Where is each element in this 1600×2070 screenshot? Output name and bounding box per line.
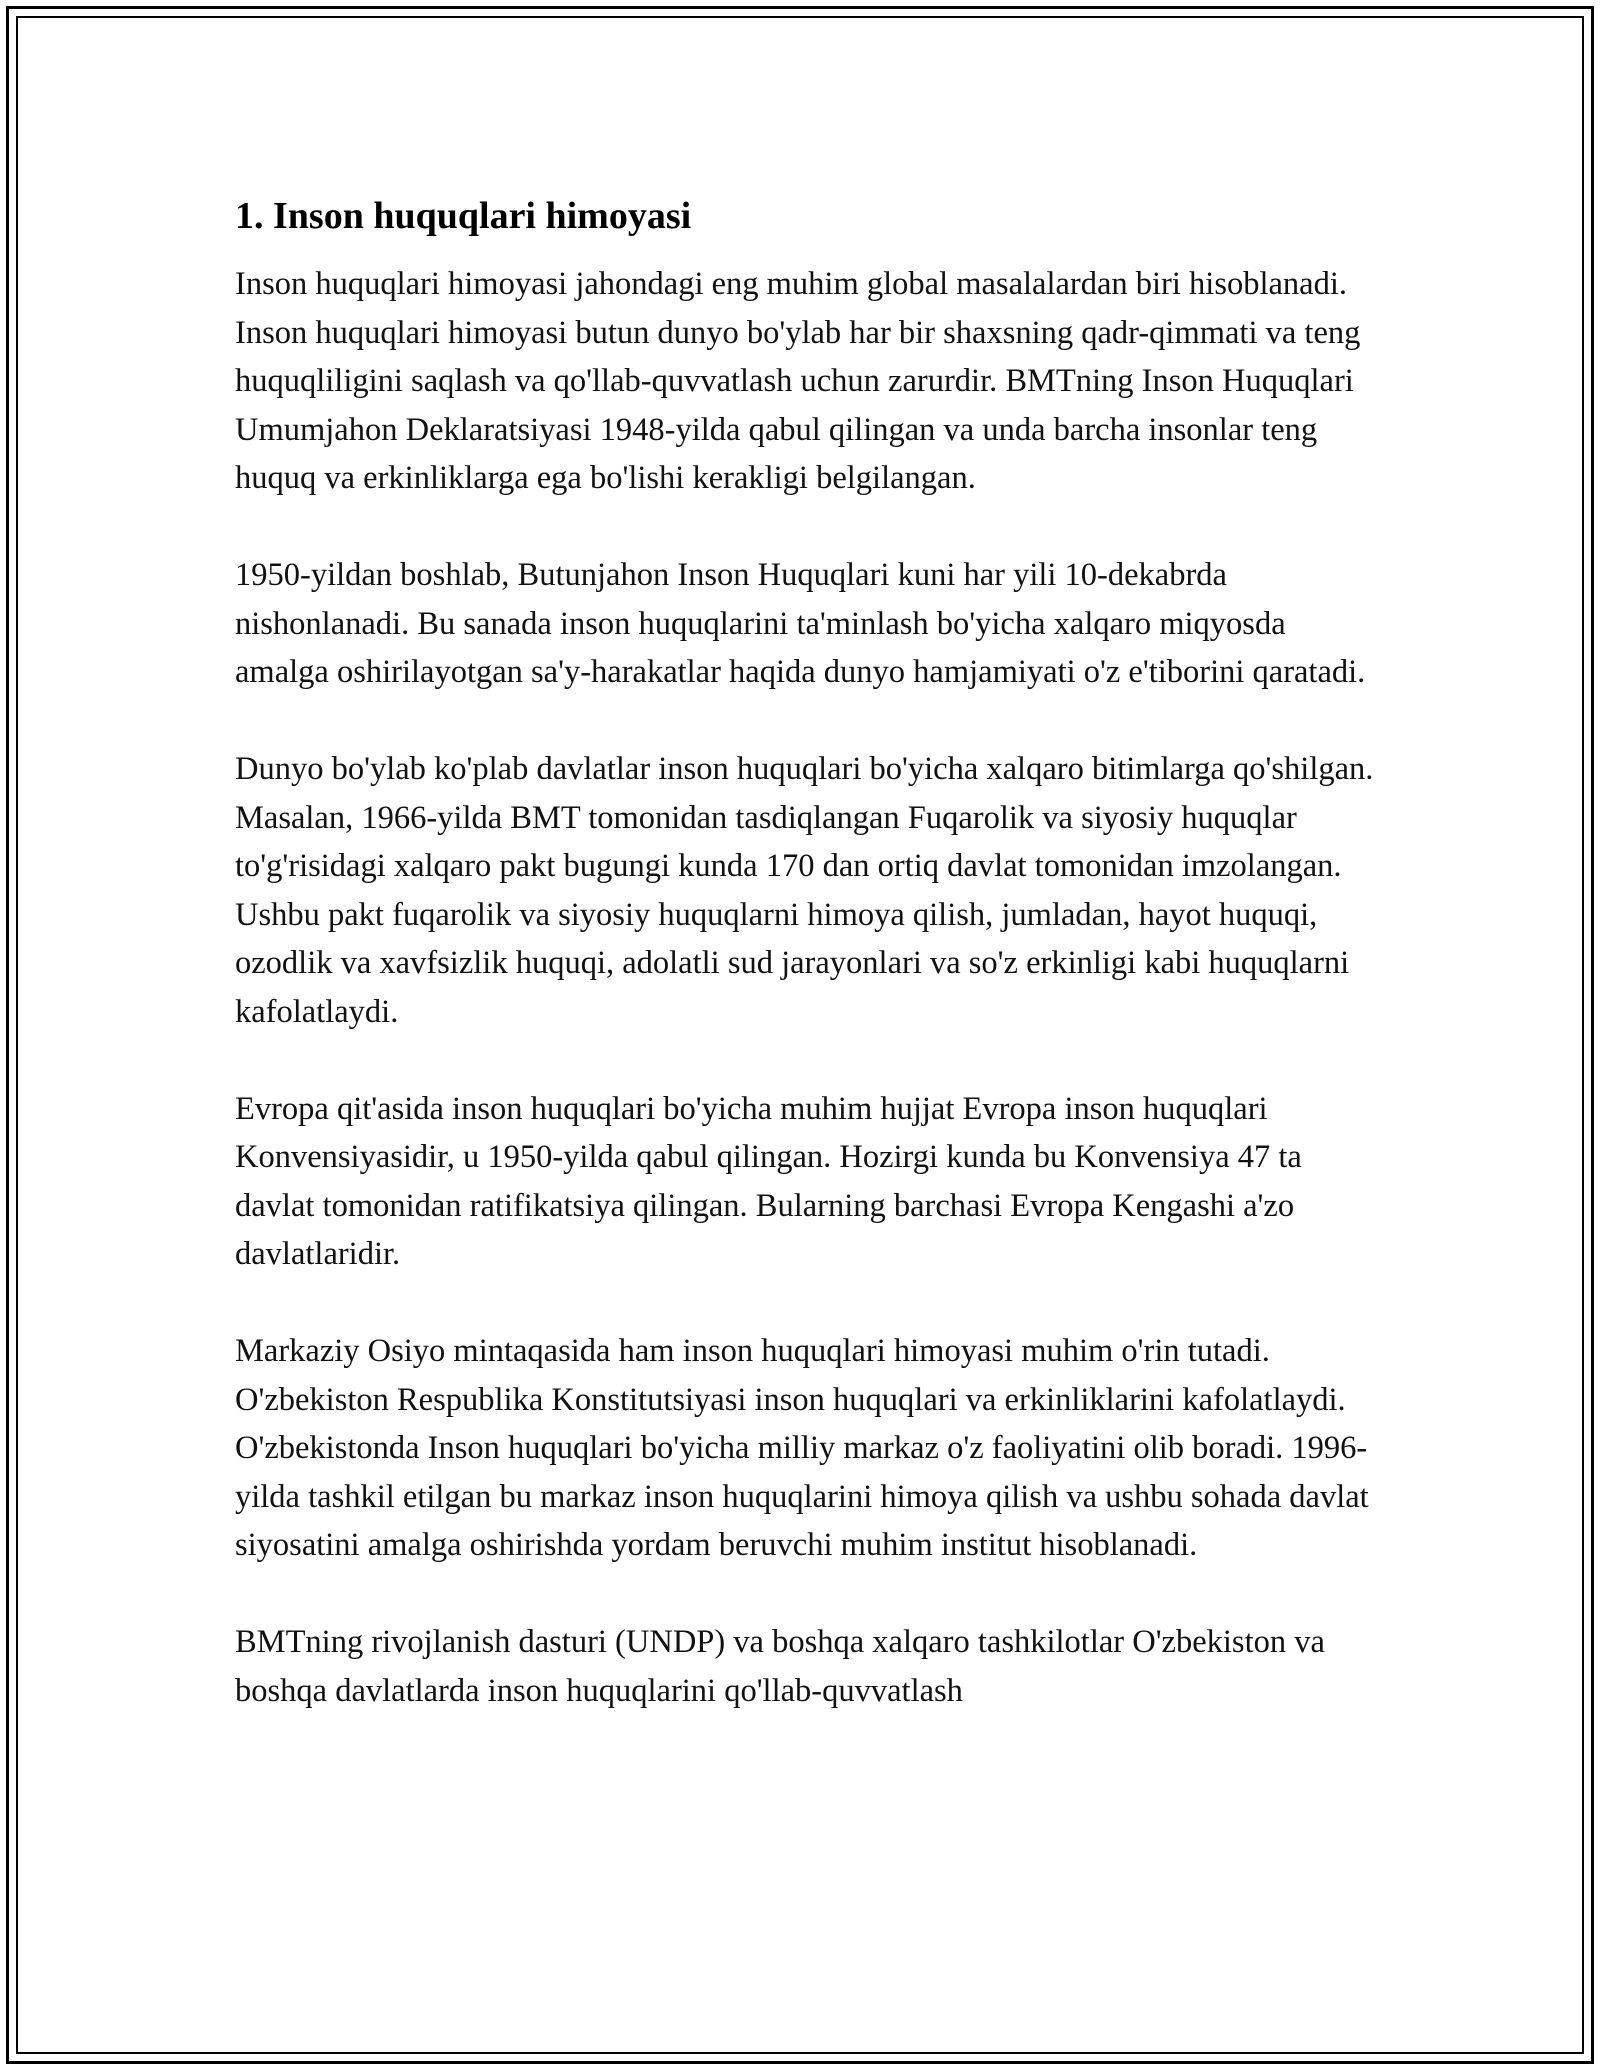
paragraph-4: Evropa qit'asida inson huquqlari bo'yicha muhim hujjat Evropa inson huquqlari Konvensiyasidir, u 1950-yilda qabul qilingan. Hozirgi kunda bu Konvensiya 47 ta davlat tomonidan ratifikatsiya qilingan. Bularning barchasi Evropa Kengashi a'zo davlatlaridir.: [235, 1090, 1302, 1272]
paragraph-1: Inson huquqlari himoyasi jahondagi eng muhim global masalalardan biri hisoblanadi. Inson huquqlari himoyasi butun dunyo bo'ylab har bir shaxsning qadr-qimmati va teng huquqliligini saqlash va qo'llab-quvvatlash uchun zarurdir. BMTning Inson Huquqlari Umumjahon Deklaratsiyasi 1948-yilda qabul qilingan va unda barcha insonlar teng huquq va erkinliklarga ega bo'lishi kerakligi belgilangan.: [235, 266, 1361, 496]
paragraph-5: Markaziy Osiyo mintaqasida ham inson huquqlari himoyasi muhim o'rin tutadi. O'zbekiston Respublika Konstitutsiyasi inson huquqlari va erkinliklarini kafolatlaydi. O'zbekistonda Inson huquqlari bo'yicha milliy markaz o'z faoliyatini olib boradi. 1996-yilda tashkil etilgan bu markaz inson huquqlarini himoya qilish va ushbu sohada davlat siyosatini amalga oshirishda yordam beruvchi muhim institut hisoblanadi.: [235, 1333, 1369, 1563]
paragraph-6: BMTning rivojlanish dasturi (UNDP) va boshqa xalqaro tashkilotlar O'zbekiston va boshqa davlatlarda inson huquqlarini qo'llab-quvvatlash: [235, 1624, 1325, 1709]
paragraph-2: 1950-yildan boshlab, Butunjahon Inson Huquqlari kuni har yili 10-dekabrda nishonlanadi. Bu sanada inson huquqlarini ta'minlash bo'yicha xalqaro miqyosda amalga oshirilayotgan sa'y-harakatlar haqida dunyo hamjamiyati o'z e'tiborini qaratadi.: [235, 557, 1366, 690]
section-heading: 1. Inson huquqlari himoyasi: [235, 195, 692, 237]
paragraph-3: Dunyo bo'ylab ko'plab davlatlar inson huquqlari bo'yicha xalqaro bitimlarga qo'shilgan. Masalan, 1966-yilda BMT tomonidan tasdiqlangan Fuqarolik va siyosiy huquqlar to'g'risidagi xalqaro pakt bugungi kunda 170 dan ortiq davlat tomonidan imzolangan. Ushbu pakt fuqarolik va siyosiy huquqlarni himoya qilish, jumladan, hayot huquqi, ozodlik va xavfsizlik huquqi, adolatli sud jarayonlari va so'z erkinligi kabi huquqlarni kafolatlaydi.: [235, 751, 1374, 1030]
document-body: [235, 180, 1375, 1764]
